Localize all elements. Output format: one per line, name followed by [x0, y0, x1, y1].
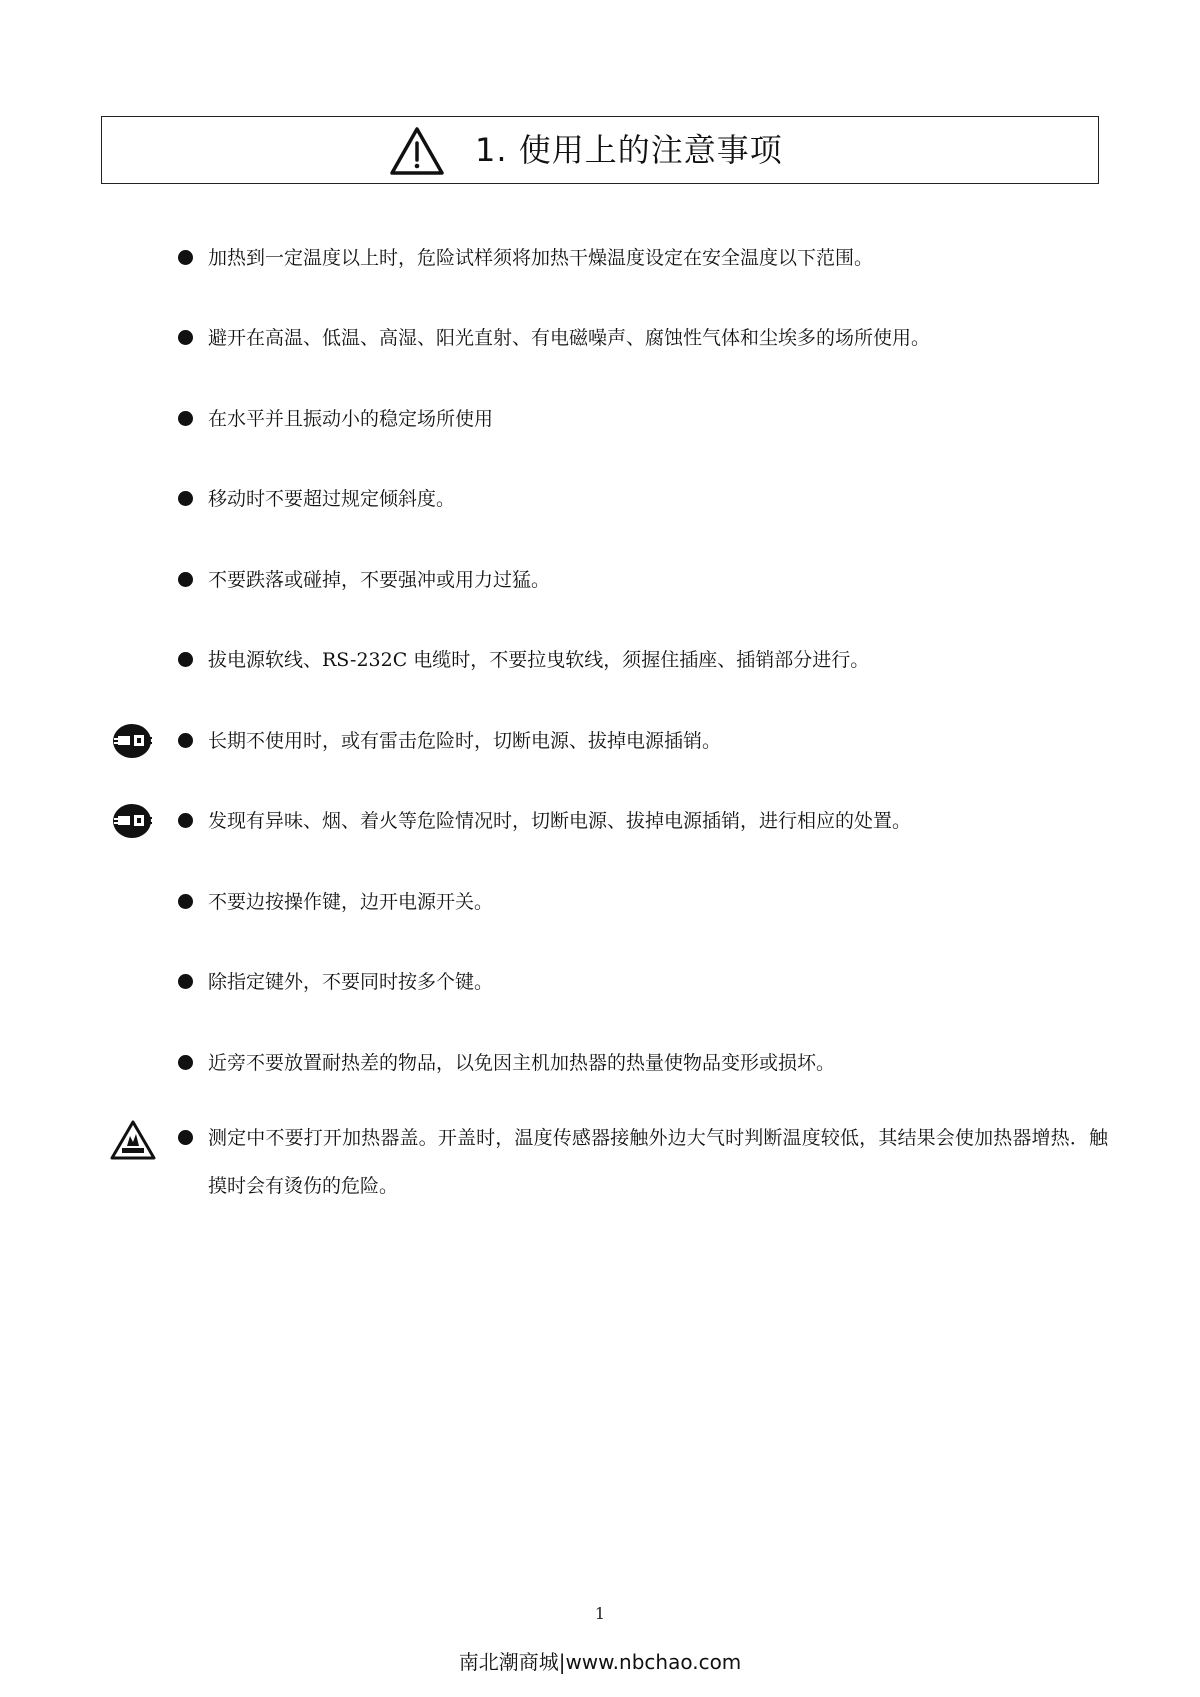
hot-surface-warning-icon [110, 1120, 156, 1160]
list-item [0, 238, 1200, 278]
list-item-text: 测定中不要打开加热器盖。开盖时，温度传感器接触外边大气时判断温度较低，其结果会使加热器增热．触摸时会有烫伤的危险。 [208, 1127, 1108, 1197]
list-item-text: 在水平并且振动小的稳定场所使用 [208, 408, 494, 430]
bullet-icon [178, 813, 193, 828]
page-number: 1 [594, 1604, 606, 1623]
bullet-icon [178, 652, 193, 667]
list-item [0, 1118, 1200, 1197]
bullet-icon [178, 974, 193, 989]
list-item-text: 长期不使用时，或有雷击危险时，切断电源、拔掉电源插销。 [208, 730, 722, 752]
list-item [0, 479, 1200, 519]
list-item-text: 近旁不要放置耐热差的物品，以免因主机加热器的热量使物品变形或损坏。 [208, 1052, 836, 1074]
list-item-text: 移动时不要超过规定倾斜度。 [208, 488, 456, 510]
bullet-icon [178, 733, 193, 748]
list-item [0, 721, 1200, 761]
list-item [0, 801, 1200, 841]
list-item [0, 560, 1200, 600]
bullet-icon [178, 1055, 193, 1070]
bullet-icon [178, 330, 193, 345]
list-item [0, 1043, 1200, 1083]
bullet-icon [178, 1130, 193, 1145]
section-title-box [101, 116, 1099, 184]
list-item-text: 拔电源软线、RS-232C 电缆时，不要拉曳软线，须握住插座、插销部分进行。 [208, 649, 870, 671]
bullet-icon [178, 411, 193, 426]
list-item-text: 避开在高温、低温、高湿、阳光直射、有电磁噪声、腐蚀性气体和尘埃多的场所使用。 [208, 327, 931, 349]
list-item-text: 加热到一定温度以上时，危险试样须将加热干燥温度设定在安全温度以下范围。 [208, 247, 874, 269]
page-title: 1. 使用上的注意事项 [475, 131, 783, 169]
bullet-icon [178, 894, 193, 909]
unplug-icon [110, 721, 156, 761]
list-item-text: 不要跌落或碰掉，不要强冲或用力过猛。 [208, 569, 551, 591]
list-item [0, 640, 1200, 680]
list-item-text: 发现有异味、烟、着火等危险情况时，切断电源、拔掉电源插销，进行相应的处置。 [208, 810, 912, 832]
list-item [0, 318, 1200, 358]
footer-source: 南北潮商城|www.nbchao.com [458, 1650, 742, 1674]
list-item-text: 不要边按操作键，边开电源开关。 [208, 891, 494, 913]
list-item [0, 399, 1200, 439]
unplug-icon [110, 801, 156, 841]
list-item-text: 除指定键外，不要同时按多个键。 [208, 971, 494, 993]
bullet-icon [178, 491, 193, 506]
bullet-icon [178, 250, 193, 265]
warning-triangle-icon [389, 126, 445, 176]
list-item [0, 882, 1200, 922]
bullet-icon [178, 572, 193, 587]
list-item [0, 962, 1200, 1002]
